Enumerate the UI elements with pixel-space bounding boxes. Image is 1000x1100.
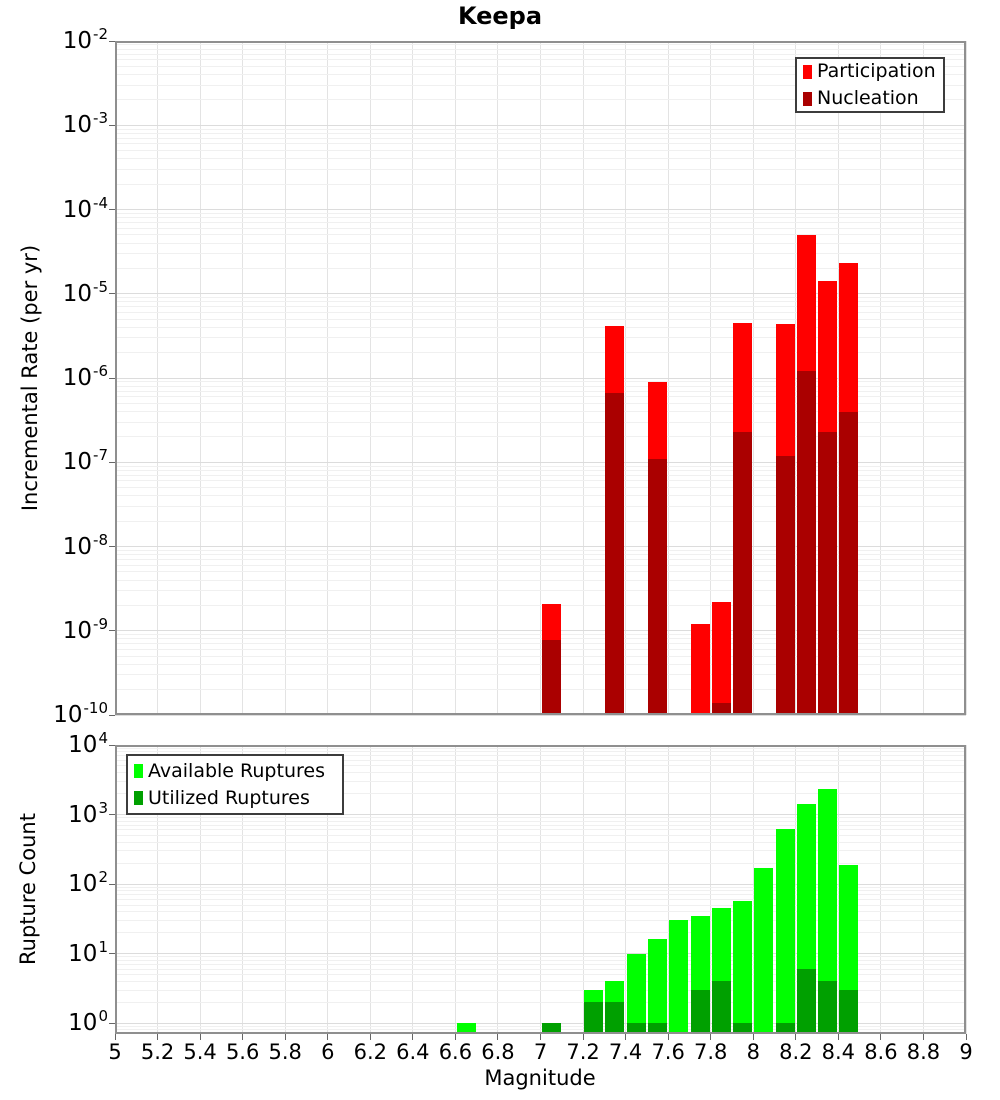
x-tick-label: 8.2 (779, 1040, 813, 1064)
major-gridline (115, 546, 966, 547)
count-y-tick-mark (109, 953, 115, 954)
minor-gridline (115, 521, 966, 522)
x-tick-mark (455, 1034, 456, 1040)
rate-y-tick-mark (109, 630, 115, 631)
legend-item-participation (803, 58, 935, 85)
count-y-tick-label: $10^0$ (68, 1007, 108, 1037)
minor-gridline (115, 381, 966, 382)
count-y-tick-mark (109, 814, 115, 815)
count-bar-utilized-ruptures (733, 1023, 752, 1034)
minor-gridline (115, 396, 966, 397)
minor-gridline (115, 605, 966, 606)
minor-gridline (115, 466, 966, 467)
x-tick-mark (838, 1034, 839, 1040)
count-bar-available-ruptures (627, 954, 646, 1034)
rate-y-tick-label: $10^{-10}$ (53, 699, 108, 728)
x-tick-mark (795, 1034, 796, 1040)
available-ruptures-swatch-icon (134, 764, 143, 778)
count-y-axis-title: Rupture Count (16, 813, 40, 965)
legend-item-available-ruptures (134, 758, 334, 785)
rate-bar-nucleation (712, 703, 731, 715)
count-bar-utilized-ruptures (648, 1023, 667, 1034)
minor-gridline (115, 169, 966, 170)
count-y-tick-mark (109, 745, 115, 746)
rate-y-tick-label: $10^{-3}$ (62, 109, 108, 139)
x-tick-label: 6.6 (438, 1040, 473, 1064)
minor-gridline (115, 411, 966, 412)
minor-gridline (115, 143, 966, 144)
x-tick-mark (668, 1034, 669, 1040)
minor-gridline (115, 817, 966, 818)
major-gridline (115, 715, 966, 716)
rate-bar-participation (712, 602, 731, 715)
minor-gridline (115, 228, 966, 229)
utilized-ruptures-legend-label: Utilized Ruptures (148, 786, 310, 809)
rate-y-tick-mark (109, 715, 115, 716)
minor-gridline (115, 327, 966, 328)
minor-gridline (115, 825, 966, 826)
rate-y-tick-mark (109, 378, 115, 379)
minor-gridline (115, 301, 966, 302)
x-tick-label: 7.4 (608, 1040, 643, 1064)
minor-gridline (115, 664, 966, 665)
x-tick-mark (923, 1034, 924, 1040)
minor-gridline (115, 748, 966, 749)
rate-bar-nucleation (818, 432, 837, 715)
minor-gridline (115, 580, 966, 581)
major-gridline (115, 1023, 966, 1024)
count-bar-available-ruptures (733, 901, 752, 1034)
minor-gridline (115, 899, 966, 900)
rate-y-tick-mark (109, 209, 115, 210)
count-bar-available-ruptures (648, 939, 667, 1034)
minor-gridline (115, 956, 966, 957)
x-tick-label: 5.4 (183, 1040, 217, 1064)
minor-gridline (115, 638, 966, 639)
minor-gridline (115, 821, 966, 822)
minor-gridline (115, 674, 966, 675)
rate-y-tick-mark (109, 41, 115, 42)
major-gridline (115, 630, 966, 631)
minor-gridline (115, 312, 966, 313)
minor-gridline (115, 222, 966, 223)
minor-gridline (115, 842, 966, 843)
minor-gridline (115, 550, 966, 551)
minor-gridline (115, 386, 966, 387)
nucleation-swatch-icon (803, 92, 812, 106)
count-bar-utilized-ruptures (818, 981, 837, 1034)
count-y-tick-label: $10^4$ (68, 729, 108, 758)
x-tick-label: 7.6 (651, 1040, 685, 1064)
x-tick-label: 6.2 (353, 1040, 387, 1064)
minor-gridline (115, 990, 966, 991)
x-tick-mark (157, 1034, 158, 1040)
x-tick-mark (625, 1034, 626, 1040)
x-tick-label: 8.6 (864, 1040, 898, 1064)
minor-gridline (115, 960, 966, 961)
rate-y-tick-mark (109, 125, 115, 126)
minor-gridline (115, 49, 966, 50)
x-tick-mark (753, 1034, 754, 1040)
minor-gridline (115, 969, 966, 970)
minor-gridline (115, 656, 966, 657)
minor-gridline (115, 974, 966, 975)
minor-gridline (115, 1026, 966, 1027)
rate-y-tick-label: $10^{-4}$ (62, 193, 108, 223)
x-tick-label: 8.4 (821, 1040, 856, 1064)
x-tick-label: 8 (746, 1040, 760, 1064)
major-gridline (115, 125, 966, 126)
count-legend (126, 754, 344, 815)
nucleation-legend-label: Nucleation (817, 87, 919, 109)
x-tick-label: 6.4 (396, 1040, 430, 1064)
count-y-tick-label: $10^1$ (68, 937, 108, 967)
minor-gridline (115, 643, 966, 644)
count-y-tick-label: $10^2$ (68, 868, 108, 898)
x-tick-label: 5.8 (268, 1040, 302, 1064)
x-tick-mark (200, 1034, 201, 1040)
minor-gridline (115, 905, 966, 906)
rate-bar-nucleation (542, 640, 561, 715)
minor-gridline (115, 571, 966, 572)
x-tick-mark (412, 1034, 413, 1040)
participation-legend-label: Participation (817, 60, 936, 82)
x-axis-title: Magnitude (484, 1066, 596, 1090)
minor-gridline (115, 337, 966, 338)
minor-gridline (115, 150, 966, 151)
minor-gridline (115, 217, 966, 218)
rate-bar-nucleation (797, 371, 816, 715)
minor-gridline (115, 352, 966, 353)
count-bar-utilized-ruptures (542, 1023, 561, 1034)
count-bar-utilized-ruptures (839, 990, 858, 1034)
count-bar-utilized-ruptures (797, 969, 816, 1034)
x-tick-label: 5.2 (140, 1040, 175, 1064)
minor-gridline (115, 554, 966, 555)
minor-gridline (115, 44, 966, 45)
minor-gridline (115, 964, 966, 965)
minor-gridline (115, 213, 966, 214)
major-gridline (115, 293, 966, 294)
rate-y-tick-mark (109, 462, 115, 463)
rate-bar-nucleation (733, 432, 752, 715)
rate-y-tick-label: $10^{-8}$ (62, 530, 108, 560)
count-bar-available-ruptures (457, 1023, 476, 1034)
rate-y-tick-label: $10^{-9}$ (62, 614, 108, 644)
x-tick-mark (327, 1034, 328, 1040)
x-tick-label: 7.8 (693, 1040, 728, 1064)
minor-gridline (115, 158, 966, 159)
minor-gridline (115, 634, 966, 635)
count-bar-utilized-ruptures (605, 1002, 624, 1034)
minor-gridline (115, 253, 966, 254)
minor-gridline (115, 751, 966, 752)
rate-bar-nucleation (648, 459, 667, 715)
minor-gridline (115, 480, 966, 481)
minor-gridline (115, 835, 966, 836)
x-tick-label: 5.6 (225, 1040, 260, 1064)
minor-gridline (115, 268, 966, 269)
x-tick-label: 8.8 (906, 1040, 941, 1064)
participation-swatch-icon (803, 65, 812, 79)
minor-gridline (115, 920, 966, 921)
x-tick-mark (966, 1034, 967, 1040)
rate-y-tick-label: $10^{-7}$ (62, 446, 108, 476)
rate-bar-nucleation (605, 393, 624, 715)
count-y-tick-label: $10^3$ (68, 798, 108, 828)
minor-gridline (115, 863, 966, 864)
x-tick-mark (242, 1034, 243, 1040)
minor-gridline (115, 306, 966, 307)
count-bar-utilized-ruptures (627, 1023, 646, 1034)
minor-gridline (115, 1002, 966, 1003)
minor-gridline (115, 590, 966, 591)
x-tick-mark (370, 1034, 371, 1040)
major-gridline (115, 884, 966, 885)
minor-gridline (115, 133, 966, 134)
count-bar-available-ruptures (669, 920, 688, 1034)
rate-y-tick-mark (109, 546, 115, 547)
minor-gridline (115, 234, 966, 235)
count-bar-utilized-ruptures (691, 990, 710, 1034)
count-y-tick-mark (109, 884, 115, 885)
minor-gridline (115, 243, 966, 244)
x-tick-mark (285, 1034, 286, 1040)
major-gridline (115, 953, 966, 954)
rate-bar-nucleation (776, 456, 795, 715)
minor-gridline (115, 297, 966, 298)
x-tick-label: 6.8 (481, 1040, 515, 1064)
major-gridline (115, 41, 966, 42)
minor-gridline (115, 487, 966, 488)
minor-gridline (115, 495, 966, 496)
utilized-ruptures-swatch-icon (134, 791, 143, 805)
minor-gridline (115, 129, 966, 130)
rate-y-tick-mark (109, 293, 115, 294)
count-bar-available-ruptures (776, 829, 795, 1034)
count-y-tick-mark (109, 1023, 115, 1024)
minor-gridline (115, 403, 966, 404)
major-gridline (115, 378, 966, 379)
minor-gridline (115, 422, 966, 423)
x-tick-label: 7.2 (566, 1040, 600, 1064)
x-tick-mark (583, 1034, 584, 1040)
x-tick-label: 6 (321, 1040, 335, 1064)
x-tick-mark (497, 1034, 498, 1040)
x-tick-label: 5 (108, 1040, 122, 1064)
minor-gridline (115, 319, 966, 320)
minor-gridline (115, 649, 966, 650)
rate-y-axis-title: Incremental Rate (per yr) (18, 244, 42, 512)
minor-gridline (115, 138, 966, 139)
minor-gridline (115, 932, 966, 933)
x-tick-mark (115, 1034, 116, 1040)
x-tick-label: 9 (959, 1040, 973, 1064)
minor-gridline (115, 184, 966, 185)
x-tick-mark (540, 1034, 541, 1040)
major-gridline (115, 462, 966, 463)
minor-gridline (115, 850, 966, 851)
minor-gridline (115, 894, 966, 895)
minor-gridline (115, 54, 966, 55)
minor-gridline (115, 470, 966, 471)
rate-bar-nucleation (839, 412, 858, 715)
minor-gridline (115, 890, 966, 891)
minor-gridline (115, 559, 966, 560)
minor-gridline (115, 1029, 966, 1030)
minor-gridline (115, 436, 966, 437)
minor-gridline (115, 689, 966, 690)
major-gridline (115, 745, 966, 746)
minor-gridline (115, 391, 966, 392)
minor-gridline (115, 565, 966, 566)
minor-gridline (115, 506, 966, 507)
rate-y-tick-label: $10^{-2}$ (62, 25, 108, 54)
legend-item-utilized-ruptures (134, 785, 334, 812)
minor-gridline (115, 829, 966, 830)
rate-y-tick-label: $10^{-6}$ (62, 362, 108, 391)
rate-legend (795, 57, 945, 113)
rate-bar-participation (691, 624, 710, 715)
x-tick-label: 7 (533, 1040, 548, 1064)
count-bar-available-ruptures (754, 868, 773, 1034)
available-ruptures-legend-label: Available Ruptures (148, 759, 325, 782)
x-tick-mark (880, 1034, 881, 1040)
legend-item-nucleation (803, 85, 935, 112)
minor-gridline (115, 911, 966, 912)
chart-title: Keepa (457, 2, 543, 30)
count-bar-utilized-ruptures (584, 1002, 603, 1034)
count-bar-utilized-ruptures (776, 1023, 795, 1034)
x-tick-mark (710, 1034, 711, 1040)
count-bar-utilized-ruptures (712, 981, 731, 1034)
minor-gridline (115, 475, 966, 476)
minor-gridline (115, 887, 966, 888)
minor-gridline (115, 981, 966, 982)
rate-y-tick-label: $10^{-5}$ (62, 277, 108, 307)
major-gridline (115, 209, 966, 210)
